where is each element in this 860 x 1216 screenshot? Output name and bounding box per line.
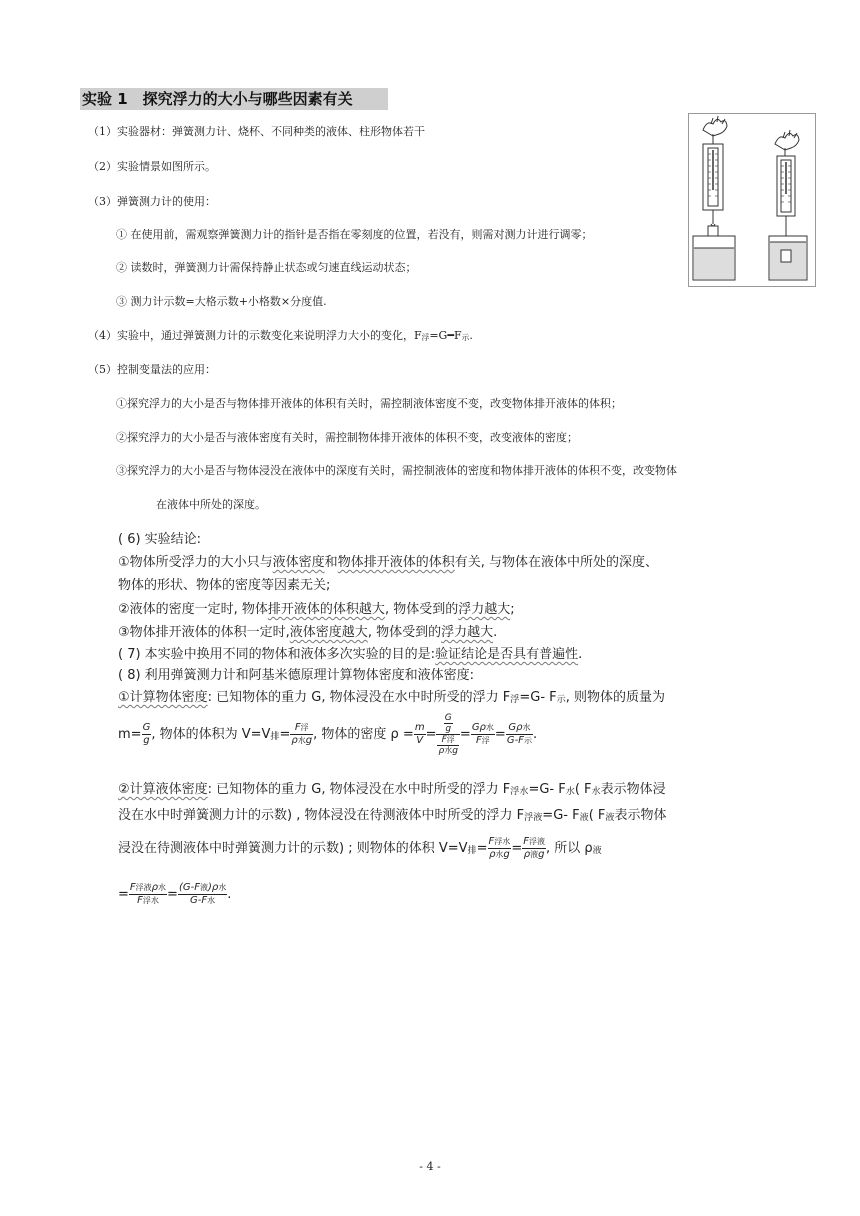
text: . xyxy=(578,647,583,662)
denominator: g xyxy=(143,735,150,746)
item-3: （3）弹簧测力计的使用： xyxy=(88,195,216,208)
numerator: G xyxy=(142,722,151,733)
subscript: 浮水 xyxy=(510,787,529,797)
subscript: 示 xyxy=(523,736,532,745)
item-3b: ② 读数时，弹簧测力计需保持静止状态或匀速直线运动状态； xyxy=(116,261,417,274)
numerator xyxy=(506,722,533,735)
subscript: 示 xyxy=(556,695,566,705)
fraction xyxy=(488,836,512,861)
symbol: F xyxy=(475,735,482,746)
subscript: 浮液 xyxy=(135,883,152,892)
item-3a: ① 在使用前，需观察弹簧测力计的指针是否指在零刻度的位置，若没有，则需对测力计进行调零； xyxy=(116,228,593,241)
denominator: V xyxy=(416,735,424,746)
text: 表示物体浸 xyxy=(600,782,666,797)
item-5: （5）控制变量法的应用： xyxy=(88,363,216,376)
subscript: 浮水 xyxy=(142,896,159,905)
symbol: (G-F xyxy=(178,882,200,893)
text: ( 7) 本实验中换用不同的物体和液体多次实验的目的是: xyxy=(118,647,436,662)
subscript: 浮 xyxy=(510,695,520,705)
density-object-formula xyxy=(118,712,537,758)
density-liquid-line-2 xyxy=(118,806,667,828)
text: = xyxy=(118,887,129,902)
conclusion-7 xyxy=(118,645,582,665)
item-5a: ①探究浮力的大小是否与物体排开液体的体积有关时，需控制液体密度不变，改变物体排开液体的体积； xyxy=(116,397,622,410)
text: 浸没在待测液体中时弹簧测力计的示数) ; 则物体的体积 V=V xyxy=(118,841,468,856)
text: ②液体的密度一定时, 物体 xyxy=(118,602,268,617)
subscript: 液 xyxy=(579,813,589,823)
symbol: )ρ xyxy=(207,882,219,893)
item-4-sub-1: 浮 xyxy=(421,333,430,342)
symbol: G-F xyxy=(190,895,208,906)
numerator xyxy=(488,836,512,849)
subscript: 液 xyxy=(605,813,615,823)
fraction xyxy=(522,836,546,861)
density-object-line-1 xyxy=(118,688,665,710)
subscript: 排 xyxy=(467,846,477,856)
text: 表示物体 xyxy=(614,808,667,823)
item-1: （1）实验器材：弹簧测力计、烧杯、不同种类的液体、柱形物体若干 xyxy=(88,125,425,138)
text: ①物体所受浮力的大小只与 xyxy=(118,555,273,570)
text: . xyxy=(532,727,538,742)
emphasis-text: ②计算液体密度 xyxy=(118,782,208,797)
symbol: G-F xyxy=(506,735,524,746)
symbol: F xyxy=(294,722,301,733)
text: = xyxy=(279,727,291,742)
subscript: 浮 xyxy=(300,723,309,732)
symbol: F xyxy=(129,882,136,893)
text: ③物体排开液体的体积一定时, xyxy=(118,625,290,640)
fraction xyxy=(437,735,458,756)
emphasis-text: 液体密度越大 xyxy=(289,625,368,640)
subscript: 液 xyxy=(530,850,539,859)
text: = xyxy=(511,841,523,856)
denominator xyxy=(522,849,546,861)
symbol: g xyxy=(305,735,313,746)
subscript: 液 xyxy=(199,883,208,892)
item-4-text: （4）实验中，通过弹簧测力计的示数变化来说明浮力大小的变化，F xyxy=(88,329,422,342)
section-title: 实验 1 探究浮力的大小与哪些因素有关 xyxy=(80,88,388,110)
fraction xyxy=(506,722,533,747)
symbol: g xyxy=(538,849,545,860)
subscript: 水 xyxy=(522,723,531,732)
text: , 物体的体积为 V=V xyxy=(151,727,271,742)
subscript: 浮 xyxy=(481,736,490,745)
conclusion-8: ( 8) 利用弹簧测力计和阿基米德原理计算物体密度和液体密度: xyxy=(118,668,475,683)
text: , 所以 ρ xyxy=(545,841,593,856)
text: = xyxy=(167,887,178,902)
subscript: 水 xyxy=(591,787,601,797)
numerator xyxy=(437,735,458,746)
text: . xyxy=(493,625,498,640)
fraction xyxy=(444,713,453,734)
subscript: 浮 xyxy=(446,735,455,744)
fraction xyxy=(129,882,167,907)
symbol: Gρ xyxy=(471,722,486,733)
fraction xyxy=(142,722,152,747)
denominator xyxy=(290,735,313,747)
subscript: 浮水 xyxy=(494,837,511,846)
subscript: 液 xyxy=(592,846,602,856)
fraction xyxy=(290,722,313,747)
text: 没在水中时弹簧测力计的示数) , 物体浸没在待测液体中时所受的浮力 F xyxy=(118,808,525,823)
text: ( F xyxy=(574,782,592,797)
denominator xyxy=(471,735,495,747)
text: ; xyxy=(510,602,515,617)
density-liquid-result xyxy=(118,872,231,918)
conclusion-heading: ( 6) 实验结论: xyxy=(118,532,202,547)
text: =G- F xyxy=(542,808,580,823)
text: =G- F xyxy=(519,690,557,705)
symbol: g xyxy=(503,849,510,860)
denominator xyxy=(436,735,459,756)
symbol: F xyxy=(441,735,447,745)
text: m= xyxy=(118,727,142,742)
symbol: ρ xyxy=(291,735,298,746)
numerator xyxy=(290,722,313,735)
symbol: F xyxy=(488,836,495,847)
subscript: 水 xyxy=(158,883,167,892)
subscript: 水 xyxy=(207,896,216,905)
text: . xyxy=(227,887,232,902)
subscript: 水 xyxy=(297,736,306,745)
subscript: 水 xyxy=(218,883,227,892)
subscript: 浮液 xyxy=(524,813,543,823)
numerator xyxy=(436,713,459,735)
text: = xyxy=(425,727,437,742)
density-liquid-line-1 xyxy=(118,780,666,802)
conclusion-2 xyxy=(118,600,515,620)
symbol: F xyxy=(523,836,529,847)
item-4-mid: =G━F xyxy=(429,329,462,342)
denominator xyxy=(129,895,167,907)
text: : 已知物体的重力 G, 物体浸没在水中时所受的浮力 F xyxy=(207,782,511,797)
text: 有关, 与物体在液体中所处的深度、 xyxy=(454,555,658,570)
subscript: 浮液 xyxy=(528,837,545,846)
text: , 物体受到的 xyxy=(367,625,442,640)
fraction xyxy=(178,882,227,907)
text: = xyxy=(494,727,506,742)
denominator xyxy=(506,735,533,747)
symbol: ρ xyxy=(523,849,531,860)
numerator: m xyxy=(414,722,425,733)
text: : 已知物体的重力 G, 物体浸没在水中时所受的浮力 F xyxy=(207,690,511,705)
compound-fraction xyxy=(436,713,459,756)
item-2: （2）实验情景如图所示。 xyxy=(88,160,216,173)
symbol: ρ xyxy=(151,882,159,893)
item-4 xyxy=(88,328,473,346)
symbol: g xyxy=(452,746,458,756)
subscript: 水 xyxy=(444,746,453,755)
emphasis-text: 浮力越大 xyxy=(441,625,494,640)
denominator xyxy=(488,849,512,861)
item-5c: ③探究浮力的大小是否与物体浸没在液体中的深度有关时，需控制液体的密度和物体排开液体的体积不变，改变物体 xyxy=(116,464,677,477)
spring-scale-illustration xyxy=(689,114,815,286)
item-5b: ②探究浮力的大小是否与液体密度有关时，需控制物体排开液体的体积不变，改变液体的密度； xyxy=(116,431,578,444)
text: ( F xyxy=(588,808,606,823)
item-4-end: . xyxy=(469,329,473,342)
denominator xyxy=(178,895,227,907)
emphasis-text: 排开液体的体积越大 xyxy=(267,602,385,617)
text: =G- F xyxy=(528,782,566,797)
symbol: ρ xyxy=(489,849,496,860)
numerator xyxy=(129,882,167,895)
subscript: 水 xyxy=(495,850,504,859)
emphasis-text: 验证结论是否具有普遍性 xyxy=(435,647,579,662)
emphasis-text: 浮力越大 xyxy=(458,602,511,617)
numerator xyxy=(471,722,495,735)
subscript: 排 xyxy=(270,732,280,742)
item-4-sub-2: 示 xyxy=(461,333,470,342)
symbol: Gρ xyxy=(508,722,523,733)
text: , 物体的密度 ρ = xyxy=(313,727,414,742)
fraction xyxy=(414,722,426,747)
density-liquid-line-3 xyxy=(118,826,602,872)
subscript: 水 xyxy=(565,787,575,797)
text: , 物体受到的 xyxy=(384,602,459,617)
text: , 则物体的质量为 xyxy=(565,690,666,705)
denominator xyxy=(437,746,458,756)
conclusion-1b: 物体的形状、物体的密度等因素无关; xyxy=(118,578,331,593)
subscript: 水 xyxy=(485,723,494,732)
emphasis-text: 物体排开液体的体积 xyxy=(337,555,455,570)
symbol: F xyxy=(137,895,143,906)
numerator: G xyxy=(444,713,452,723)
denominator: g xyxy=(445,724,452,734)
emphasis-text: 液体密度 xyxy=(272,555,325,570)
text: = xyxy=(459,727,471,742)
text: = xyxy=(476,841,488,856)
text: 和 xyxy=(324,555,338,570)
experiment-figure xyxy=(688,113,816,287)
emphasis-text: ①计算物体密度 xyxy=(118,690,208,705)
page-number: - 4 - xyxy=(419,1160,441,1173)
conclusion-3 xyxy=(118,623,497,643)
item-5c-continued: 在液体中所处的深度。 xyxy=(156,498,266,511)
numerator xyxy=(522,836,546,849)
symbol: ρ xyxy=(438,746,445,756)
item-3c: ③ 测力计示数=大格示数+小格数×分度值. xyxy=(116,295,327,308)
numerator xyxy=(178,882,227,895)
fraction xyxy=(471,722,495,747)
conclusion-1a xyxy=(118,553,658,573)
